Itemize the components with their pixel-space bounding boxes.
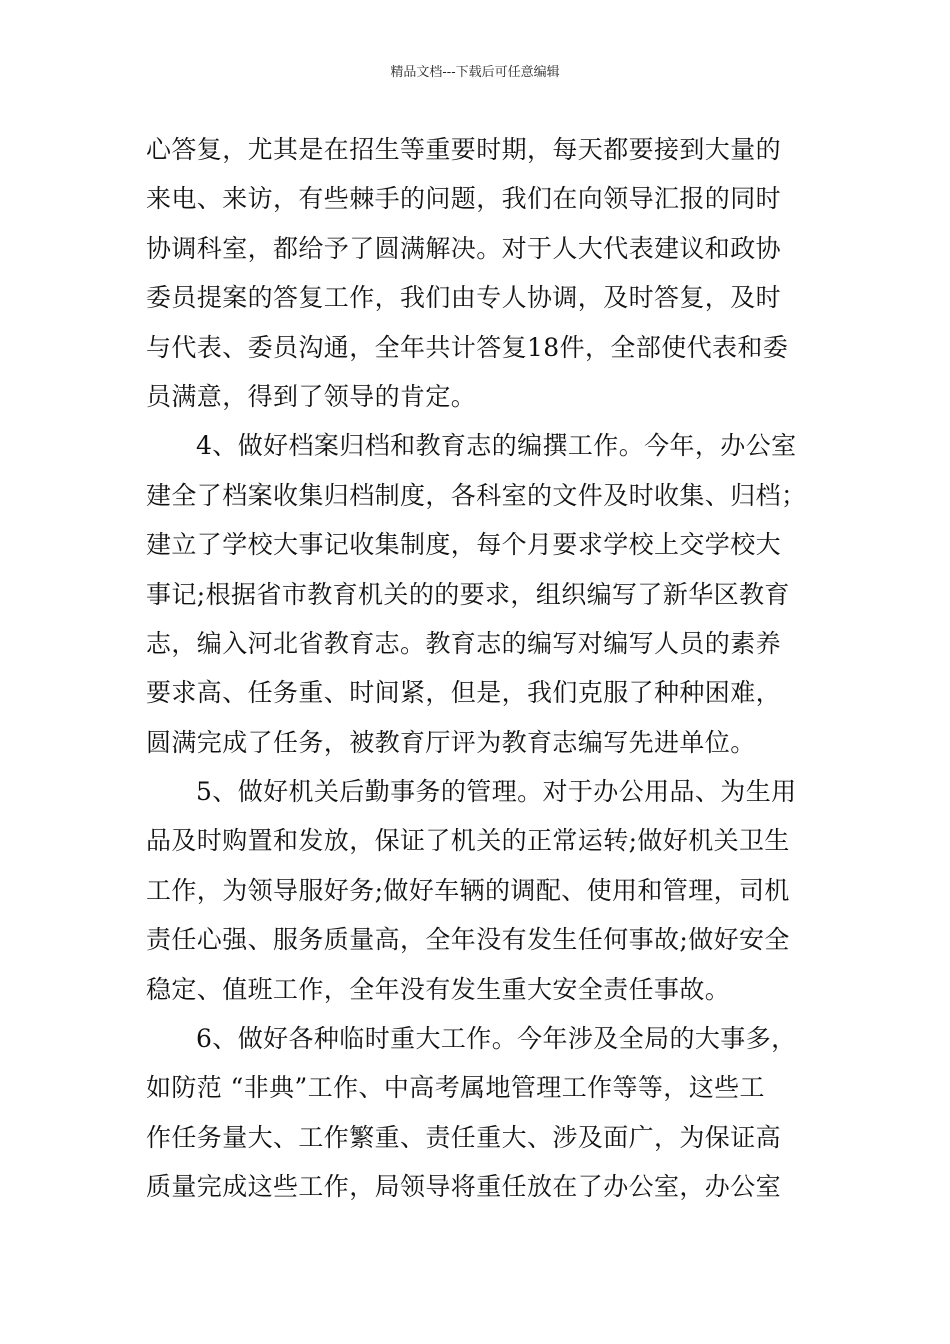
text-line: 志，编入河北省教育志。教育志的编写对编写人员的素养 [146,628,782,658]
text-line: 责任心强、服务质量高，全年没有发生任何事故;做好安全 [146,925,790,955]
text-line: 稳定、值班工作，全年没有发生重大安全责任事故。 [146,974,731,1004]
text-line: 建立了学校大事记收集制度，每个月要求学校上交学校大 [146,530,782,560]
page-header: 精品文档---下载后可任意编辑 [390,65,560,80]
text-line: 与代表、委员沟通，全年共计答复18件，全部使代表和委 [146,332,789,362]
text-line: 作任务量大、工作繁重、责任重大、涉及面广，为保证高 [146,1122,782,1152]
text-line: 员满意，得到了领导的肯定。 [146,381,477,411]
text-line: 建全了档案收集归档制度，各科室的文件及时收集、归档； [146,480,807,510]
paragraph-first-line: 4、做好档案归档和教育志的编撰工作。今年，办公室 [196,431,797,461]
text-line: 协调科室，都给予了圆满解决。对于人大代表建议和政协 [146,233,782,263]
paragraph-first-line: 5、做好机关后勤事务的管理。对于办公用品、为生用 [196,777,797,807]
text-line: 事记;根据省市教育机关的的要求，组织编写了新华区教育 [146,579,790,609]
text-line: 质量完成这些工作，局领导将重任放在了办公室，办公室 [146,1172,782,1202]
paragraph-first-line: 6、做好各种临时重大工作。今年涉及全局的大事多， [196,1024,797,1054]
text-line: 圆满完成了任务，被教育厅评为教育志编写先进单位。 [146,727,756,757]
text-line: 要求高、任务重、时间紧，但是，我们克服了种种困难， [146,678,782,708]
text-line: 工作，为领导服好务;做好车辆的调配、使用和管理，司机 [146,875,790,905]
text-line: 来电、来访，有些棘手的问题，我们在向领导汇报的同时 [146,184,782,214]
text-line: 委员提案的答复工作，我们由专人协调，及时答复，及时 [146,283,782,313]
text-line: 品及时购置和发放，保证了机关的正常运转;做好机关卫生 [146,826,790,856]
text-line: 心答复，尤其是在招生等重要时期，每天都要接到大量的 [146,135,782,164]
document-body [146,130,810,1217]
text-line: 如防范 “非典”工作、中高考属地管理工作等等，这些工 [146,1073,765,1103]
